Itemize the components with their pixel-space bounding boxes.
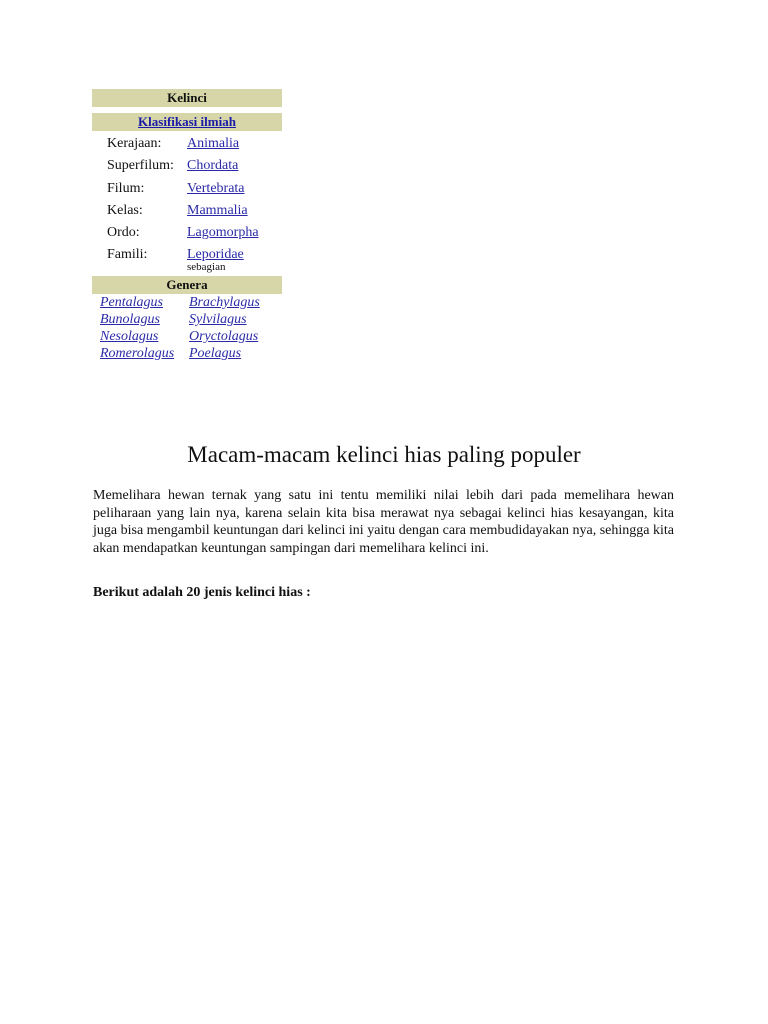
taxo-link[interactable]: Vertebrata [187,180,245,196]
taxo-label: Kerajaan: [107,136,162,151]
genera-header: Genera [92,276,282,294]
taxo-label: Famili: [107,247,148,263]
intro-paragraph: Memelihara hewan ternak yang satu ini tentu memiliki nilai lebih dari pada memelihara hewan peliharaan yang lain nya, karena selain kita bisa merawat nya sebagai kelinci hias kesayangan, kita juga bisa mengambil keuntungan dari kelinci ini yaitu dengan cara membudidayakan nya, sehingga kita akan mendapatkan keuntungan sampingan dari memelihara kelinci ini. [93,488,674,556]
genus-link[interactable]: Oryctolagus [189,328,259,344]
genus-link[interactable]: Pentalagus [100,294,163,310]
taxo-link[interactable]: Animalia [187,136,240,151]
genus-link[interactable]: Brachylagus [189,294,260,310]
genus-link[interactable]: Poelagus [189,345,242,361]
list-lead: Berikut adalah 20 jenis kelinci hias : [93,585,311,600]
genus-link[interactable]: Sylvilagus [189,311,247,327]
taxo-row [92,133,282,155]
taxo-link[interactable]: Chordata [187,158,239,174]
classification-link[interactable]: Klasifikasi ilmiah [138,114,236,129]
famili-note: sebagian [187,260,226,273]
taxo-label: Ordo: [107,225,140,241]
taxo-link[interactable]: Lagomorpha [187,225,259,241]
genera-list [92,294,282,362]
taxo-row [92,200,282,222]
taxo-label: Filum: [107,180,145,196]
taxobox-title: Kelinci [92,89,282,107]
taxo-row [92,155,282,177]
taxo-link[interactable]: Mammalia [187,202,248,218]
taxo-link[interactable]: Leporidae [187,247,244,263]
page-heading: Macam-macam kelinci hias paling populer [187,442,581,467]
taxobox [92,89,282,362]
genus-link[interactable]: Nesolagus [100,328,159,344]
taxo-row [92,178,282,200]
taxo-label: Kelas: [107,202,143,218]
taxo-label: Superfilum: [107,158,174,174]
classification-header [92,113,282,131]
genus-link[interactable]: Bunolagus [100,311,160,327]
genus-link[interactable]: Romerolagus [100,345,175,361]
taxo-row [92,222,282,244]
